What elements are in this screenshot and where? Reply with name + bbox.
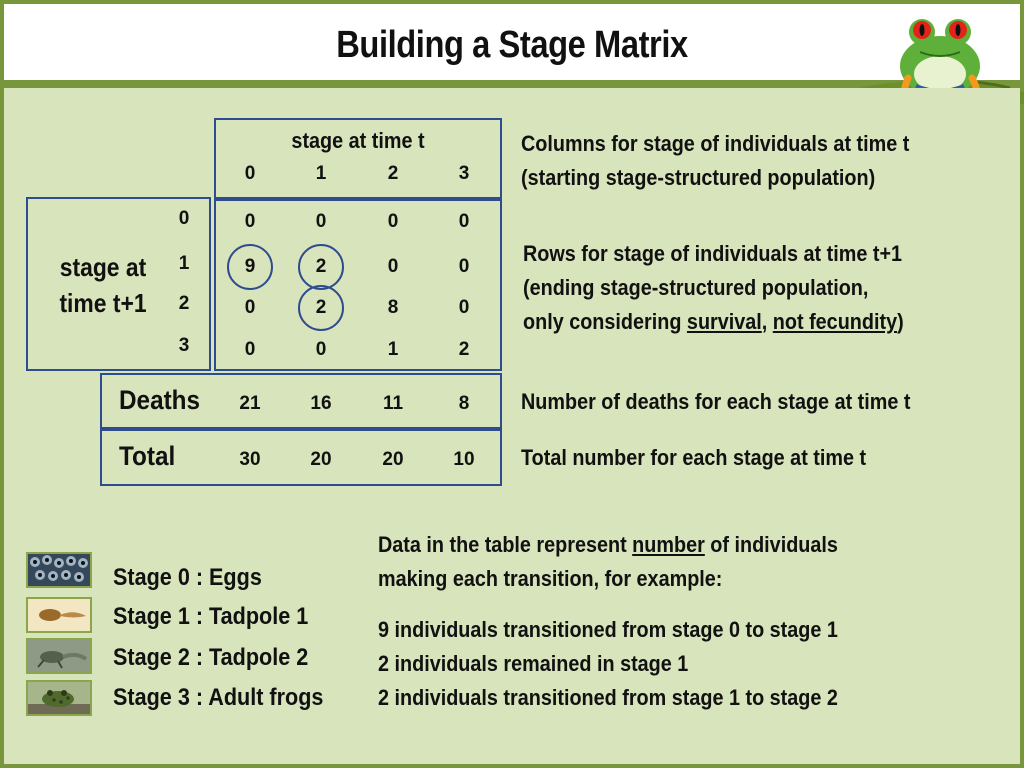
total-value: 20 <box>382 449 404 470</box>
matrix-cell: 0 <box>244 297 256 318</box>
row-label: 3 <box>178 335 190 356</box>
matrix-cell: 2 <box>458 339 470 360</box>
matrix-cell: 2 <box>315 256 327 277</box>
rows-note-line2: (ending stage-structured population, <box>523 275 869 300</box>
total-note: Total number for each stage at time t <box>521 445 867 470</box>
legend-item-tadpole-2: Stage 2 : Tadpole 2 <box>113 644 309 671</box>
example-item: 9 individuals transitioned from stage 0 to stage 1 <box>378 617 838 642</box>
example-item: 2 individuals transitioned from stage 1 to stage 2 <box>378 685 838 710</box>
number-term: number <box>632 532 705 557</box>
legend-item-adult-frogs: Stage 3 : Adult frogs <box>113 684 324 711</box>
highlight-circle <box>227 244 273 290</box>
rows-note-line1: Rows for stage of individuals at time t+1 <box>523 241 903 266</box>
legend-item-eggs: Stage 0 : Eggs <box>113 564 262 591</box>
matrix-cell: 9 <box>244 256 256 277</box>
explanation-line1 <box>378 528 838 562</box>
legend-item-tadpole-1: Stage 1 : Tadpole 1 <box>113 603 309 630</box>
row-label: 1 <box>178 253 190 274</box>
deaths-value: 8 <box>458 393 470 414</box>
matrix-cell: 0 <box>244 339 256 360</box>
slide-title: Building a Stage Matrix <box>336 24 688 66</box>
total-value: 20 <box>310 449 332 470</box>
deaths-value: 21 <box>239 393 261 414</box>
total-value: 10 <box>453 449 475 470</box>
total-value: 30 <box>239 449 261 470</box>
deaths-note: Number of deaths for each stage at time t <box>521 389 911 414</box>
matrix-cell: 8 <box>387 297 399 318</box>
columns-note <box>521 127 909 195</box>
tadpole-photo-icon <box>26 597 92 633</box>
matrix-cell: 0 <box>315 339 327 360</box>
matrix-cell: 1 <box>387 339 399 360</box>
row-label: 2 <box>178 293 190 314</box>
matrix-cell: 0 <box>458 256 470 277</box>
matrix-cell: 0 <box>387 256 399 277</box>
explanation-prefix: Data in the table represent <box>378 532 633 557</box>
column-label: 2 <box>387 163 399 184</box>
deaths-value: 11 <box>382 393 404 414</box>
adult-frog-photo-icon <box>26 680 92 716</box>
survival-term: survival <box>686 309 762 334</box>
example-item: 2 individuals remained in stage 1 <box>378 651 689 676</box>
rows-note-suffix: ) <box>897 309 904 334</box>
column-header-label: stage at time t <box>291 128 425 153</box>
highlight-circle <box>298 244 344 290</box>
not-fecundity-term: not fecundity <box>772 309 898 334</box>
explanation-line2: making each transition, for example: <box>378 566 723 591</box>
eggs-photo-icon <box>26 552 92 588</box>
explanation-suffix: of individuals <box>704 532 838 557</box>
highlight-circle <box>298 285 344 331</box>
rows-note-prefix: only considering <box>523 309 687 334</box>
deaths-label: Deaths <box>119 385 201 415</box>
column-label: 1 <box>315 163 327 184</box>
rows-note <box>523 237 904 339</box>
matrix-cell: 0 <box>315 211 327 232</box>
matrix-cell: 0 <box>458 211 470 232</box>
tadpole-froglet-photo-icon <box>26 638 92 674</box>
matrix-cell: 0 <box>458 297 470 318</box>
columns-note-line1: Columns for stage of individuals at time t <box>521 131 910 156</box>
row-header-label-line2: time t+1 <box>59 288 147 318</box>
deaths-value: 16 <box>310 393 332 414</box>
column-label: 3 <box>458 163 470 184</box>
rows-note-line3 <box>523 305 904 339</box>
matrix-cell: 0 <box>244 211 256 232</box>
total-label: Total <box>119 441 176 471</box>
rows-note-comma: , <box>761 309 773 334</box>
matrix-cell: 2 <box>315 297 327 318</box>
columns-note-line2: (starting stage-structured population) <box>521 165 876 190</box>
explanation-intro <box>378 528 838 596</box>
row-header-label-line1: stage at <box>59 252 147 282</box>
matrix-cell: 0 <box>387 211 399 232</box>
column-label: 0 <box>244 163 256 184</box>
explanation-examples <box>378 613 838 715</box>
row-label: 0 <box>178 208 190 229</box>
